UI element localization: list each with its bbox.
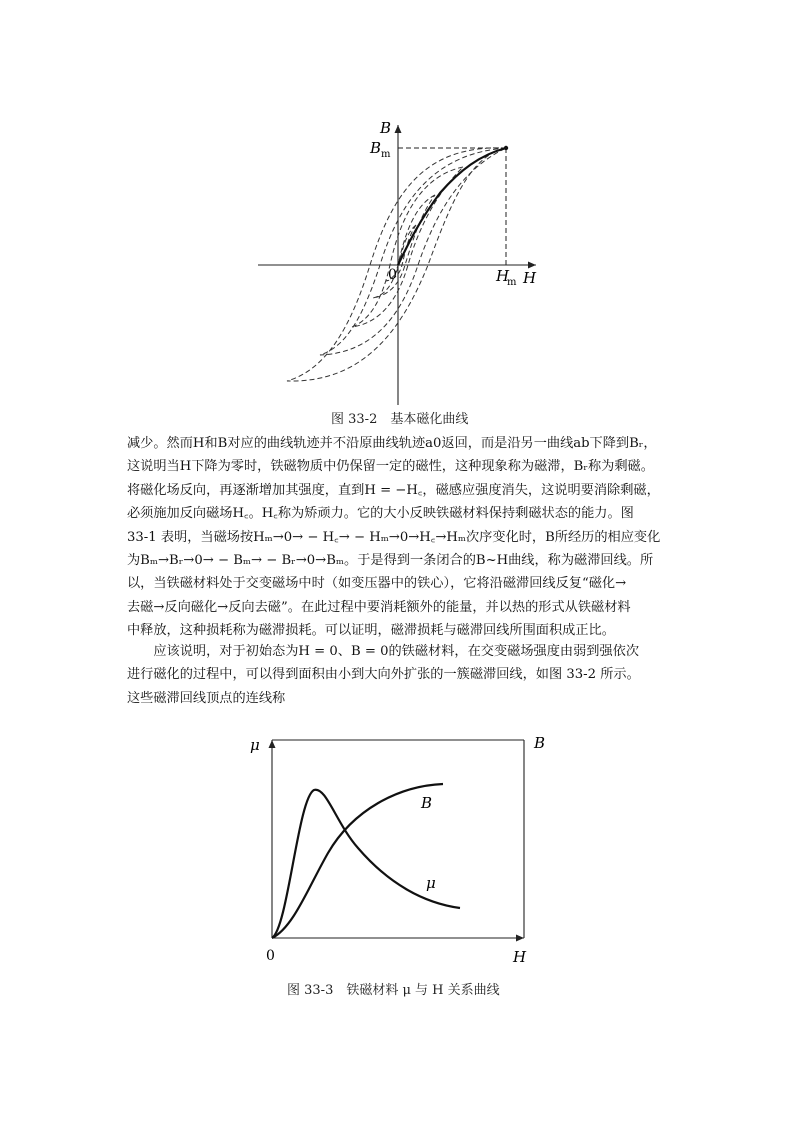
tip-point [504, 146, 508, 150]
mu-b-h-diagram [238, 728, 558, 970]
figure1-caption: 图 33-2 基本磁化曲线 [331, 412, 469, 427]
hysteresis-diagram [250, 115, 540, 405]
h-axis-2-label: H [513, 948, 527, 966]
mu-axis-label: μ [250, 736, 260, 754]
hm-label: H [496, 267, 510, 285]
b-axis-arrow [395, 125, 402, 133]
paragraph-line: 33-1 表明，当磁场按Hₘ→0→ − H꜀→ − Hₘ→0→H꜀→Hₘ次序变化时，B所经历的相应变化 [127, 529, 661, 545]
mu-curve-label: μ [426, 874, 436, 892]
paragraph-line: 应该说明，对于初始态为H = 0、B = 0的铁磁材料，在交变磁场强度由弱到强依次 [127, 644, 640, 659]
b-curve [272, 784, 443, 938]
paragraph-line: 为Bₘ→Bᵣ→0→ − Bₘ→ − Bᵣ→0→Bₘ。于是得到一条闭合的B~H曲线，称为磁滞回线。所 [127, 553, 654, 569]
paragraph-line: 将磁化场反向，再逐渐增加其强度，直到H = −H꜀，磁感应强度消失，这说明要消除剩磁， [127, 482, 660, 498]
paragraph-line: 以，当铁磁材料处于交变磁场中时（如变压器中的铁心），它将沿磁滞回线反复“磁化→ [127, 576, 627, 592]
paragraph-2 [127, 640, 672, 710]
h-axis-arrow [528, 262, 536, 269]
hysteresis-loop-2 [320, 148, 506, 355]
figure-mu-b-h [238, 728, 558, 970]
paragraph-line: 这说明当H下降为零时，铁磁物质中仍保留一定的磁性，这种现象称为磁滞，Bᵣ称为剩磁。 [127, 459, 654, 475]
b-axis-label: B [380, 119, 392, 137]
hm-label-subscript: m [507, 277, 517, 288]
h-axis-2-arrow [516, 935, 524, 942]
paragraph-line: 进行磁化的过程中，可以得到面积由小到大向外扩张的一簇磁滞回线，如图 33-2 所示。 [127, 667, 640, 683]
origin-label: 0 [388, 267, 397, 283]
mu-axis-arrow [269, 740, 276, 748]
h-axis-label: H [523, 269, 537, 287]
origin-label-2: 0 [266, 948, 275, 964]
paragraph-line: 去磁→反向磁化→反向去磁”。在此过程中要消耗额外的能量，并以热的形式从铁磁材料 [127, 599, 631, 615]
paragraph-line: 必须施加反向磁场H꜀。H꜀称为矫顽力。它的大小反映铁磁材料保持剩磁状态的能力。图 [127, 506, 634, 522]
bm-label: B [370, 139, 382, 157]
b-axis-right-label: B [534, 734, 546, 752]
b-curve-label: B [421, 794, 433, 812]
figure2-caption: 图 33-3 铁磁材料 μ 与 H 关系曲线 [287, 983, 500, 998]
bm-label-subscript: m [381, 149, 391, 160]
paragraph-line: 这些磁滞回线顶点的连线称 [127, 690, 286, 706]
figure-hysteresis [250, 115, 540, 405]
basic-magnetization-curve [398, 148, 506, 265]
paragraph-line: 减少。然而H和B对应的曲线轨迹并不沿原曲线轨迹a0返回，而是沿另一曲线ab下降到Bᵣ， [127, 436, 657, 451]
paragraph-line: 中释放，这种损耗称为磁滞损耗。可以证明，磁滞损耗与磁滞回线所围面积成正比。 [127, 623, 615, 639]
paragraph-1 [127, 432, 672, 643]
